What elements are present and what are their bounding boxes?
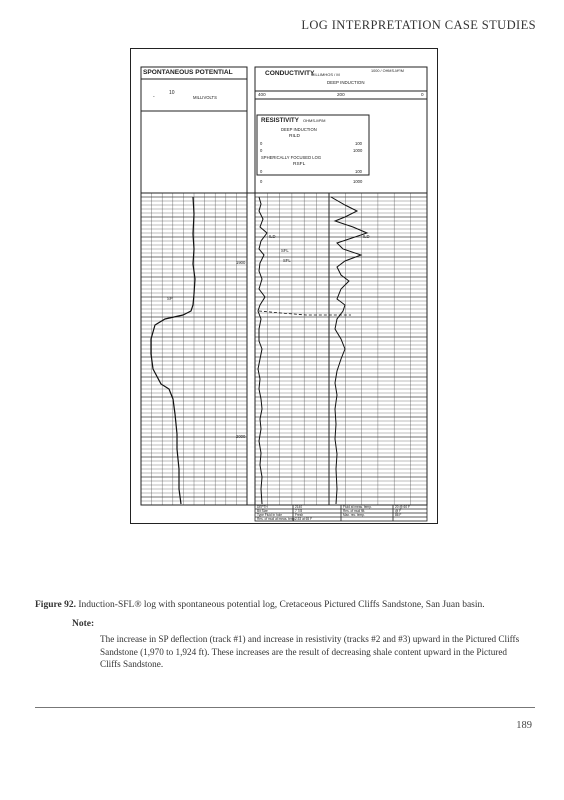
track1-scale-value: 10 bbox=[169, 90, 175, 96]
ild-symbol: RILD bbox=[289, 134, 300, 139]
caption-label: Figure 92. bbox=[35, 600, 76, 610]
curve-label-3: ILD bbox=[363, 234, 370, 239]
sfl-scale2-left: 0 bbox=[260, 179, 263, 184]
ild-scale2-right: 1000 bbox=[353, 148, 363, 153]
ild-scale2-left: 0 bbox=[260, 148, 263, 153]
ild-curve bbox=[258, 197, 267, 504]
note-label: Note: bbox=[72, 619, 95, 629]
depth-1900: 1900 bbox=[236, 260, 246, 265]
log-figure bbox=[130, 48, 438, 524]
footer-r0-c0: DEPTH bbox=[257, 505, 268, 509]
ild-label: DEEP INDUCTION bbox=[281, 127, 317, 132]
running-head: LOG INTERPRETATION CASE STUDIES bbox=[301, 18, 536, 32]
track1-header-box bbox=[141, 67, 247, 193]
conductivity-scale-mid: 200 bbox=[337, 92, 345, 97]
footer-rule bbox=[35, 707, 535, 708]
footer-r1-c1: 7 7/8 bbox=[295, 509, 303, 513]
conductivity-sub: DEEP INDUCTION bbox=[327, 80, 365, 85]
footer-r1-c2: Res. of mud filt. bbox=[343, 509, 366, 513]
sfl-symbol: RSFL bbox=[293, 162, 306, 167]
curve-label-4: SFL bbox=[283, 258, 291, 263]
track1-scale-unit: MILLIVOLTS bbox=[193, 95, 217, 100]
track1-scale-left: - bbox=[153, 94, 155, 100]
conductivity-scale-right: 0 bbox=[421, 92, 424, 97]
footer-r2-c0: Type Fluid in hole bbox=[257, 513, 282, 517]
footer-r0-c3: 20 @ 60 F bbox=[395, 505, 410, 509]
sp-curve bbox=[151, 197, 195, 504]
sfl-scale-left: 0 bbox=[260, 169, 263, 174]
page-number: 189 bbox=[516, 720, 532, 731]
footer-r1-c3: @ F bbox=[395, 509, 402, 513]
log-grid bbox=[141, 193, 427, 505]
conductivity-title: CONDUCTIVITY bbox=[265, 70, 315, 77]
footer-r2-c3: 86 F bbox=[395, 513, 402, 517]
conductivity-formula: 1000 / OHMS-M²/M bbox=[371, 69, 404, 73]
sfl-label: SPHERICALLY FOCUSED LOG bbox=[261, 155, 322, 160]
sp-curve-label: SP bbox=[167, 296, 173, 301]
depth-2000: 2000 bbox=[236, 434, 246, 439]
footer-r0-c1: 2140 bbox=[295, 505, 303, 509]
footer-r2-c1: Fresh bbox=[295, 513, 304, 517]
curve-label-1: ILD bbox=[269, 234, 276, 239]
figure-caption bbox=[35, 600, 535, 610]
conductivity-scale-left: 400 bbox=[258, 92, 266, 97]
conductivity-unit: MILLIMHOS / M bbox=[311, 72, 340, 77]
resistivity-unit: OHMS-M²/M bbox=[303, 118, 326, 123]
sfl-scale-right: 100 bbox=[355, 169, 362, 174]
footer-r0-c2: Fluid at meas. temp. bbox=[343, 505, 372, 509]
caption-text: Induction-SFL® log with spontaneous potential log, Cretaceous Pictured Cliffs Sandstone, San Juan basin. bbox=[78, 600, 485, 610]
track1-title: SPONTANEOUS POTENTIAL bbox=[143, 69, 233, 76]
resistivity-title: RESISTIVITY bbox=[261, 117, 299, 124]
footer-r3-c1: 2.53 at 65 F bbox=[295, 517, 313, 521]
note-text: The increase in SP deflection (track #1) and increase in resistivity (tracks #2 and #3) upward in the Pictured Cliffs Sandstone (1,970 to 1,924 ft). These increases are the result of decreasing shale content upward in the Pictured Cliffs Sandstone. bbox=[100, 634, 520, 670]
curve-label-2: SFL bbox=[281, 248, 289, 253]
sfl-scale2-right: 1000 bbox=[353, 179, 363, 184]
footer-r1-c0: Bit Size bbox=[257, 509, 268, 513]
footer-r2-c2: Max. rec. temp. bbox=[343, 513, 365, 517]
ild-scale-left: 0 bbox=[260, 141, 263, 146]
footer-r3-c0: Res. of mud at meas. temp. bbox=[257, 517, 297, 521]
ild-scale-right: 100 bbox=[355, 141, 362, 146]
